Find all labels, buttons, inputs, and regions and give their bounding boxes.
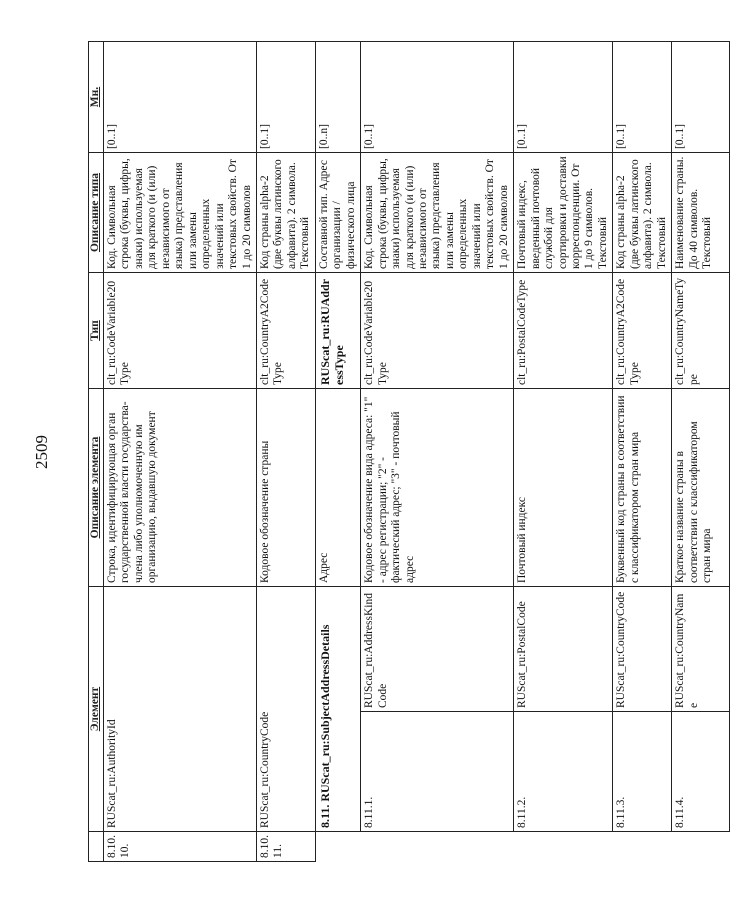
row-element xyxy=(315,587,360,832)
row-element: RUScat_ru:CountryName xyxy=(672,587,730,712)
row-element: RUScat_ru:CountryCode xyxy=(613,587,672,712)
header-element: Элемент xyxy=(89,587,104,832)
header-mult: Мн. xyxy=(89,42,104,153)
row-element-desc: Почтовый индекс xyxy=(514,389,613,587)
row-type-desc: Составной тип. Адрес организации / физического лица xyxy=(315,153,360,273)
table-row xyxy=(315,42,360,862)
row-element: RUScat_ru:AuthorityId xyxy=(104,587,257,832)
row-num: 8.11.4. xyxy=(672,712,730,832)
row-element-desc: Буквенный код страны в соответствии с классификатором стран мира xyxy=(613,389,672,587)
row-mult: [0..1] xyxy=(613,42,672,153)
row-indent xyxy=(514,832,613,862)
row-type: clt_ru:PostalCodeType xyxy=(514,273,613,389)
row-element-desc: Строка, идентифицирующая орган государственной власти государства-члена либо уполномоченную им организацию, выдавшую документ xyxy=(104,389,257,587)
row-type: RUScat_ru:RUAddressType xyxy=(315,273,360,389)
row-element-desc: Краткое название страны в соответствии с классификатором стран мира xyxy=(672,389,730,587)
header-type-desc: Описание типа xyxy=(89,153,104,273)
rotated-page xyxy=(88,42,714,862)
row-type: clt_ru:CountryA2CodeType xyxy=(613,273,672,389)
row-indent xyxy=(361,832,514,862)
row-type-desc: Код страны alpha-2 (две буквы латинского алфавита). 2 символа. Текстовый xyxy=(256,153,315,273)
header-element-desc: Описание элемента xyxy=(89,389,104,587)
row-type-desc: Код. Символьная строка (буквы, цифры, знаки) используемая для краткого (и (или) независимого от языка) представления или замены определенных значений или текстовых свойств. От 1 до 20 символов xyxy=(361,153,514,273)
elements-table xyxy=(88,41,730,862)
row-indent xyxy=(672,832,730,862)
row-element-desc: Адрес xyxy=(315,389,360,587)
table-row xyxy=(514,42,613,862)
header-num xyxy=(89,832,104,862)
row-mult: [0..1] xyxy=(672,42,730,153)
table-row xyxy=(104,42,257,862)
table-row xyxy=(613,42,672,862)
row-type-desc: Код страны alpha-2 (две буквы латинского алфавита). 2 символа. Текстовый xyxy=(613,153,672,273)
row-mult: [0..1] xyxy=(514,42,613,153)
row-type: clt_ru:CodeVariable20Type xyxy=(361,273,514,389)
page-number: 2509 xyxy=(32,435,51,469)
row-type: clt_ru:CountryA2CodeType xyxy=(256,273,315,389)
row-element-name: RUScat_ru:SubjectAddressDetails xyxy=(317,624,332,802)
row-indent xyxy=(613,832,672,862)
row-num: 8.11.1. xyxy=(361,712,514,832)
row-element: RUScat_ru:PostalCode xyxy=(514,587,613,712)
row-num: 8.11.2. xyxy=(514,712,613,832)
row-type: clt_ru:CodeVariable20Type xyxy=(104,273,257,389)
header-type: Тип xyxy=(89,273,104,389)
row-mult: [0..1] xyxy=(256,42,315,153)
row-num: 8.11. xyxy=(317,804,332,828)
row-mult: [0..1] xyxy=(361,42,514,153)
row-type: clt_ru:CountryNameType xyxy=(672,273,730,389)
header-row xyxy=(89,42,104,862)
row-mult: [0..n] xyxy=(315,42,360,153)
row-type-desc: Код. Символьная строка (буквы, цифры, знаки) используемая для краткого (и (или) независимого от языка) представления или замены определенных значений или текстовых свойств. От 1 до 20 символов xyxy=(104,153,257,273)
row-indent xyxy=(315,832,360,862)
row-mult: [0..1] xyxy=(104,42,257,153)
table-row xyxy=(256,42,315,862)
table-row xyxy=(361,42,514,862)
row-num: 8.10.10. xyxy=(104,832,257,862)
table-row xyxy=(672,42,730,862)
row-element: RUScat_ru:AddressKindCode xyxy=(361,587,514,712)
row-type-desc: Наименование страны. До 40 символов. Текстовый xyxy=(672,153,730,273)
row-element-desc: Кодовое обозначение вида адреса: "1" - адрес регистрации; "2" - фактический адрес; "3" - почтовый адрес xyxy=(361,389,514,587)
row-type-desc: Почтовый индекс, введенный почтовой службой для сортировки и доставки корреспонденции. От 1 до 9 символов. Текстовый xyxy=(514,153,613,273)
row-num: 8.10.11. xyxy=(256,832,315,862)
row-element-desc: Кодовое обозначение страны xyxy=(256,389,315,587)
row-num: 8.11.3. xyxy=(613,712,672,832)
row-element: RUScat_ru:CountryCode xyxy=(256,587,315,832)
